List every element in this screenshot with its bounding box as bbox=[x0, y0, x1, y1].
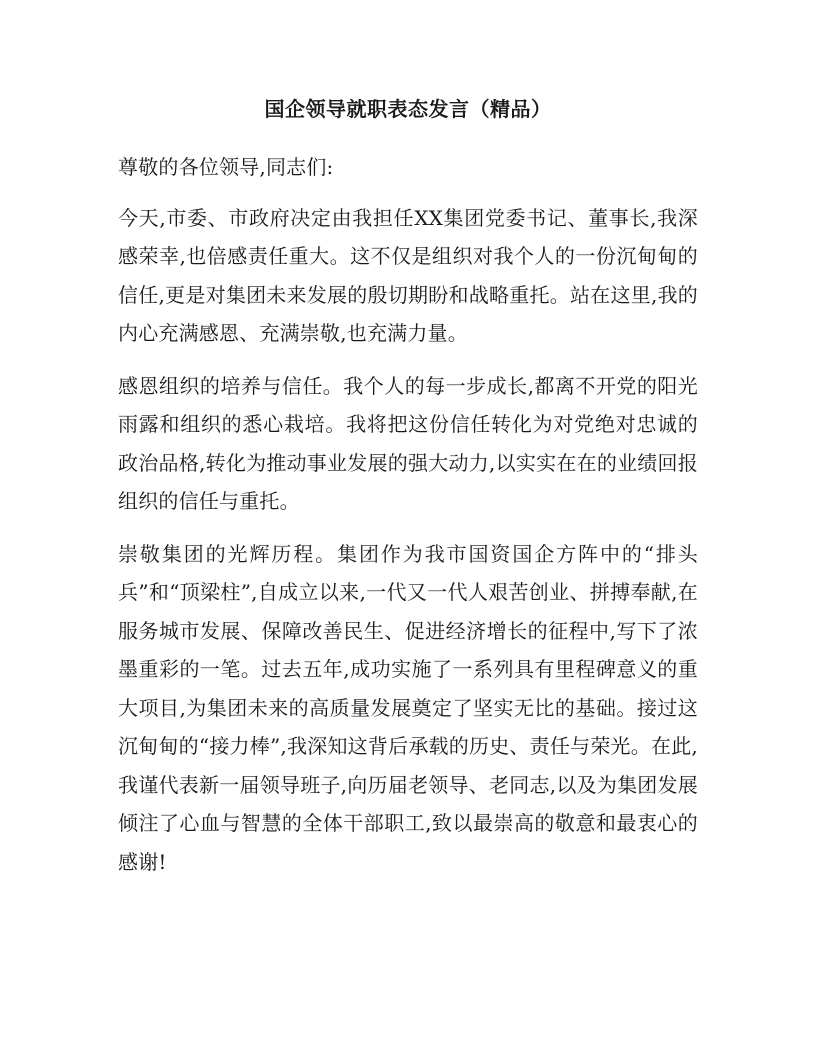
paragraph-3: 崇敬集团的光辉历程。集团作为我市国资国企方阵中的“排头兵”和“顶梁柱”,自成立以来,一代又一代人艰苦创业、拼搏奉献,在服务城市发展、保障改善民生、促进经济增长的征程中,写下了浓墨重彩的一笔。过去五年,成功实施了一系列具有里程碑意义的重大项目,为集团未来的高质量发展奠定了坚实无比的基础。接过这沉甸甸的“接力棒”,我深知这背后承载的历史、责任与荣光。在此,我谨代表新一届领导班子,向历届老领导、老同志,以及为集团发展倾注了心血与智慧的全体干部职工,致以最崇高的敬意和最衷心的感谢! bbox=[118, 541, 698, 874]
paragraph-2: 感恩组织的培养与信任。我个人的每一步成长,都离不开党的阳光雨露和组织的悉心栽培。我将把这份信任转化为对党绝对忠诚的政治品格,转化为推动事业发展的强大动力,以实实在在的业绩回报组织的信任与重托。 bbox=[118, 373, 698, 513]
paragraph-1: 今天,市委、市政府决定由我担任XX集团党委书记、董事长,我深感荣幸,也倍感责任重大。这不仅是组织对我个人的一份沉甸甸的信任,更是对集团未来发展的殷切期盼和战略重托。站在这里,我的内心充满感恩、充满崇敬,也充满力量。 bbox=[118, 205, 698, 345]
document-title: 国企领导就职表态发言（精品） bbox=[264, 97, 552, 121]
salutation: 尊敬的各位领导,同志们: bbox=[118, 155, 334, 179]
